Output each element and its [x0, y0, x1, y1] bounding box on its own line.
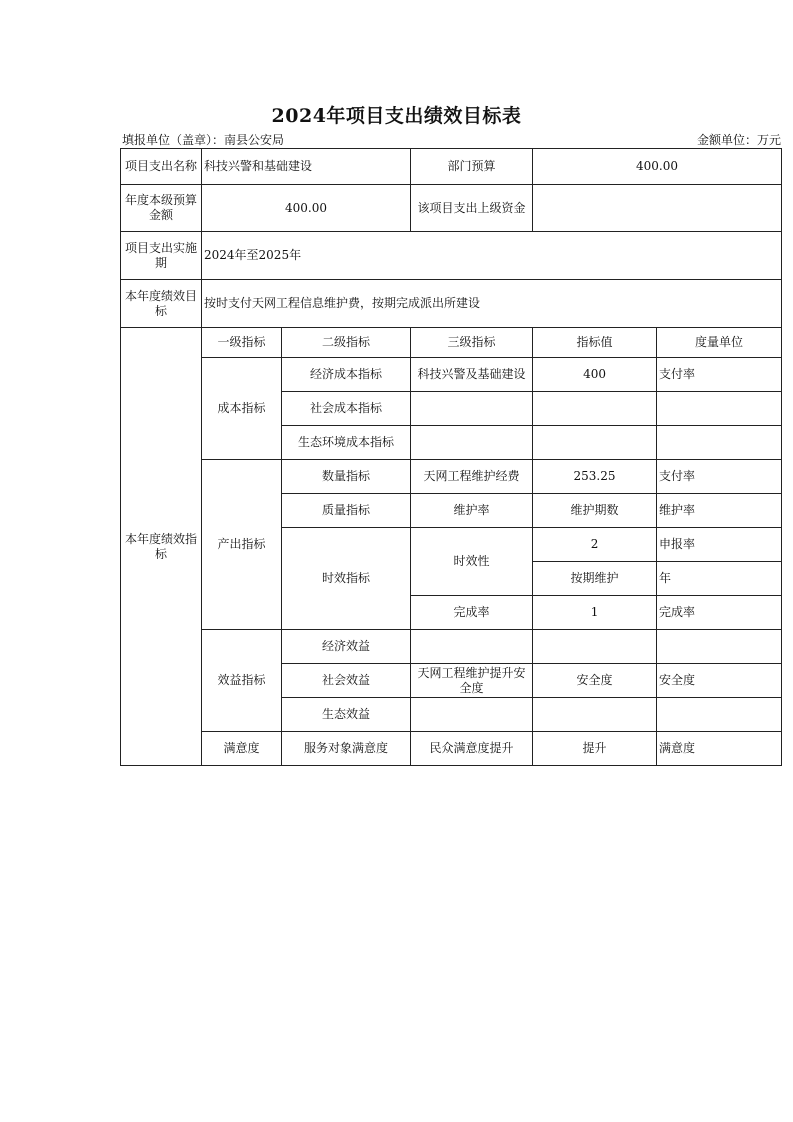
- cell-value: 253.25: [533, 460, 657, 494]
- cell-unit: 安全度: [657, 664, 782, 698]
- upper-funds-label: 该项目支出上级资金: [411, 185, 533, 232]
- cell-level3: 完成率: [411, 596, 533, 630]
- table-row: [121, 358, 782, 392]
- reporting-unit: 填报单位（盖章）：南县公安局: [122, 133, 285, 147]
- header-value: 指标值: [533, 328, 657, 358]
- cost-indicator-label: 成本指标: [202, 358, 282, 460]
- upper-funds-value: [533, 185, 782, 232]
- table-row: [121, 232, 782, 280]
- cell-level2: 质量指标: [282, 494, 411, 528]
- cell-level2: 经济成本指标: [282, 358, 411, 392]
- cell-value: [533, 698, 657, 732]
- cell-level2: 服务对象满意度: [282, 732, 411, 766]
- performance-target-table: [120, 148, 782, 766]
- cell-value: [533, 426, 657, 460]
- cell-level3: [411, 426, 533, 460]
- cell-level2: 生态效益: [282, 698, 411, 732]
- cell-level3: 维护率: [411, 494, 533, 528]
- satisfaction-indicator-label: 满意度: [202, 732, 282, 766]
- dept-budget-label: 部门预算: [411, 149, 533, 185]
- cell-level3: [411, 698, 533, 732]
- cell-value: [533, 630, 657, 664]
- goal-label: 本年度绩效目标: [121, 280, 202, 328]
- period-value: 2024年至2025年: [202, 232, 782, 280]
- output-indicator-label: 产出指标: [202, 460, 282, 630]
- cell-unit: [657, 392, 782, 426]
- project-name-label: 项目支出名称: [121, 149, 202, 185]
- cell-level3: 民众满意度提升: [411, 732, 533, 766]
- cell-unit: 支付率: [657, 358, 782, 392]
- cell-unit: 维护率: [657, 494, 782, 528]
- cell-unit: 完成率: [657, 596, 782, 630]
- cell-unit: 满意度: [657, 732, 782, 766]
- level-budget-label: 年度本级预算金额: [121, 185, 202, 232]
- cell-level2: 经济效益: [282, 630, 411, 664]
- cell-level3: [411, 392, 533, 426]
- cell-value: 400: [533, 358, 657, 392]
- header-row: [121, 328, 782, 358]
- cell-level3: 科技兴警及基础建设: [411, 358, 533, 392]
- amount-unit: 金额单位：万元: [696, 133, 781, 147]
- cell-level3: [411, 630, 533, 664]
- cell-unit: 支付率: [657, 460, 782, 494]
- cell-value: 维护期数: [533, 494, 657, 528]
- cell-value: 1: [533, 596, 657, 630]
- cell-level2: 社会成本指标: [282, 392, 411, 426]
- cell-unit: [657, 630, 782, 664]
- table-row: [121, 185, 782, 232]
- cell-level2: 时效指标: [282, 528, 411, 630]
- table-row: [121, 149, 782, 185]
- cell-value: 2: [533, 528, 657, 562]
- header-unit: 度量单位: [657, 328, 782, 358]
- cell-level3: 天网工程维护经费: [411, 460, 533, 494]
- cell-unit: 年: [657, 562, 782, 596]
- cell-level3: 时效性: [411, 528, 533, 596]
- table-row: [121, 732, 782, 766]
- cell-value: 安全度: [533, 664, 657, 698]
- indicator-section-label: 本年度绩效指标: [121, 328, 202, 766]
- table-row: [121, 460, 782, 494]
- cell-level3: 天网工程维护提升安全度: [411, 664, 533, 698]
- header-level2: 二级指标: [282, 328, 411, 358]
- cell-unit: 申报率: [657, 528, 782, 562]
- cell-value: [533, 392, 657, 426]
- goal-value: 按时支付天网工程信息维护费，按期完成派出所建设: [202, 280, 782, 328]
- table-row: [121, 630, 782, 664]
- cell-level2: 生态环境成本指标: [282, 426, 411, 460]
- table-row: [121, 280, 782, 328]
- header-level1: 一级指标: [202, 328, 282, 358]
- level-budget-value: 400.00: [202, 185, 411, 232]
- dept-budget-value: 400.00: [533, 149, 782, 185]
- cell-value: 按期维护: [533, 562, 657, 596]
- cell-unit: [657, 698, 782, 732]
- cell-level2: 社会效益: [282, 664, 411, 698]
- cell-level2: 数量指标: [282, 460, 411, 494]
- project-name-value: 科技兴警和基础建设: [202, 149, 411, 185]
- header-level3: 三级指标: [411, 328, 533, 358]
- period-label: 项目支出实施期: [121, 232, 202, 280]
- page-title: 2024年项目支出绩效目标表: [271, 105, 522, 127]
- cell-unit: [657, 426, 782, 460]
- benefit-indicator-label: 效益指标: [202, 630, 282, 732]
- cell-value: 提升: [533, 732, 657, 766]
